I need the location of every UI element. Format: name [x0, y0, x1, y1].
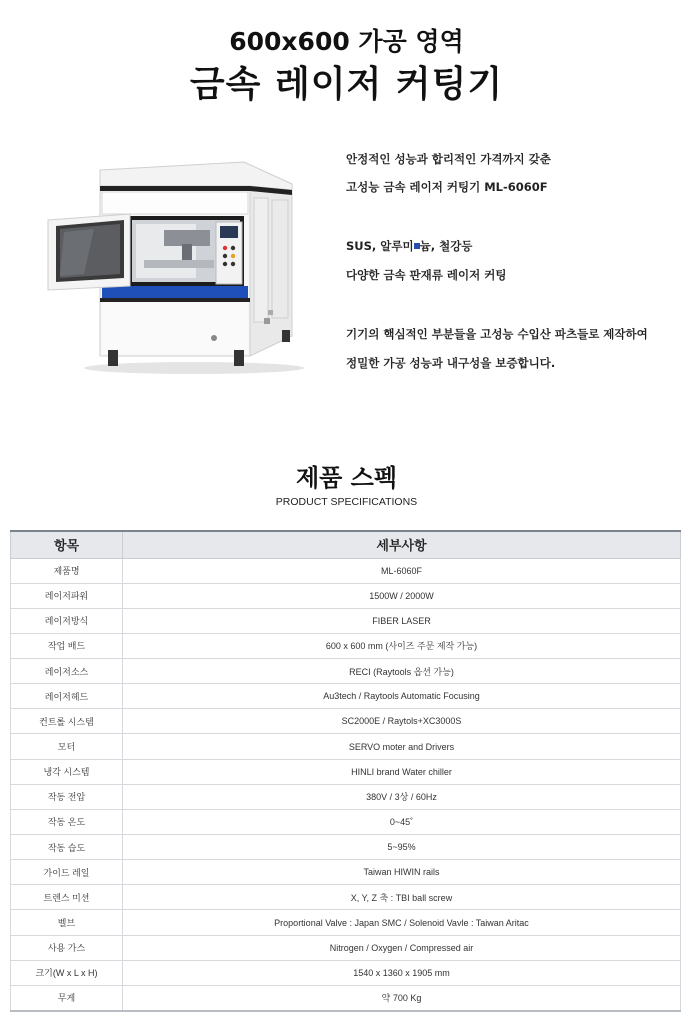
- spec-detail-cell: Proportional Valve : Japan SMC / Solenoid Vavle : Taiwan Aritac: [123, 910, 681, 935]
- spec-item-cell: 냉각 시스템: [11, 759, 123, 784]
- spec-item-cell: 사용 가스: [11, 935, 123, 960]
- intro-line-3-part-b: 늄, 철강등: [419, 239, 473, 253]
- spec-table: [10, 530, 681, 1012]
- spec-item-cell: 레이저파워: [11, 583, 123, 608]
- spec-detail-cell: SERVO moter and Drivers: [123, 734, 681, 759]
- table-row: [11, 910, 681, 935]
- intro-line-2: 고성능 금속 레이저 커팅기 ML-6060F: [346, 180, 548, 194]
- spec-detail-cell: 600 x 600 mm (사이즈 주문 제작 가능): [123, 633, 681, 658]
- spec-detail-cell: X, Y, Z 축 : TBI ball screw: [123, 885, 681, 910]
- spec-item-cell: 작동 습도: [11, 835, 123, 860]
- table-row: [11, 935, 681, 960]
- spec-item-cell: 무게: [11, 985, 123, 1010]
- spec-item-cell: 제품명: [11, 558, 123, 583]
- spec-header-item: 항목: [11, 531, 123, 558]
- spec-item-cell: 크기(W x L x H): [11, 960, 123, 985]
- spec-detail-cell: 약 700 Kg: [123, 985, 681, 1010]
- spec-item-cell: 컨트롤 시스템: [11, 709, 123, 734]
- spec-detail-cell: Nitrogen / Oxygen / Compressed air: [123, 935, 681, 960]
- intro-line-3-part-a: SUS, 알루미: [346, 239, 414, 253]
- spec-header-detail: 세부사항: [123, 531, 681, 558]
- spec-section-title: 제품 스펙: [295, 464, 398, 492]
- spec-detail-cell: 1540 x 1360 x 1905 mm: [123, 960, 681, 985]
- page-subtitle: 600x600 가공 영역: [229, 27, 464, 56]
- spec-detail-cell: 1500W / 2000W: [123, 583, 681, 608]
- table-row: [11, 608, 681, 633]
- table-row: [11, 734, 681, 759]
- table-row: [11, 860, 681, 885]
- spec-item-cell: 레이저소스: [11, 659, 123, 684]
- intro-line-1: 안정적인 성능과 합리적인 가격까지 갖춘: [346, 152, 551, 166]
- table-row: [11, 633, 681, 658]
- intro-line-6: 정밀한 가공 성능과 내구성을 보증합니다.: [346, 356, 556, 370]
- spec-section-subtitle: PRODUCT SPECIFICATIONS: [275, 496, 418, 508]
- spec-detail-cell: 0~45˚: [123, 809, 681, 834]
- table-row: [11, 759, 681, 784]
- spec-table-header-row: [11, 531, 681, 558]
- intro-line-3: [346, 238, 472, 254]
- table-row: [11, 659, 681, 684]
- laser-cutter-machine-image: [44, 158, 304, 378]
- table-row: [11, 885, 681, 910]
- page-title: 금속 레이저 커팅기: [189, 64, 504, 105]
- spec-detail-cell: Au3tech / Raytools Automatic Focusing: [123, 684, 681, 709]
- spec-detail-cell: RECI (Raytools 옵션 가능): [123, 659, 681, 684]
- spec-item-cell: 벨브: [11, 910, 123, 935]
- table-row: [11, 583, 681, 608]
- table-row: [11, 960, 681, 985]
- intro-line-5: 기기의 핵심적인 부분들을 고성능 수입산 파츠들로 제작하여: [346, 327, 648, 341]
- spec-detail-cell: SC2000E / Raytols+XC3000S: [123, 709, 681, 734]
- spec-item-cell: 작동 온도: [11, 809, 123, 834]
- table-row: [11, 784, 681, 809]
- spec-detail-cell: FIBER LASER: [123, 608, 681, 633]
- intro-line-4: 다양한 금속 판재류 레이저 커팅: [346, 268, 507, 282]
- table-row: [11, 835, 681, 860]
- spec-detail-cell: 5~95%: [123, 835, 681, 860]
- spec-item-cell: 가이드 레일: [11, 860, 123, 885]
- spec-item-cell: 모터: [11, 734, 123, 759]
- table-row: [11, 985, 681, 1010]
- table-row: [11, 684, 681, 709]
- spec-detail-cell: ML-6060F: [123, 558, 681, 583]
- table-row: [11, 809, 681, 834]
- spec-detail-cell: Taiwan HIWIN rails: [123, 860, 681, 885]
- spec-detail-cell: 380V / 3상 / 60Hz: [123, 784, 681, 809]
- spec-item-cell: 레이저방식: [11, 608, 123, 633]
- spec-detail-cell: HINLI brand Water chiller: [123, 759, 681, 784]
- spec-item-cell: 트렌스 미션: [11, 885, 123, 910]
- spec-item-cell: 레이저헤드: [11, 684, 123, 709]
- table-row: [11, 558, 681, 583]
- table-row: [11, 709, 681, 734]
- spec-item-cell: 작업 배드: [11, 633, 123, 658]
- spec-item-cell: 작동 전압: [11, 784, 123, 809]
